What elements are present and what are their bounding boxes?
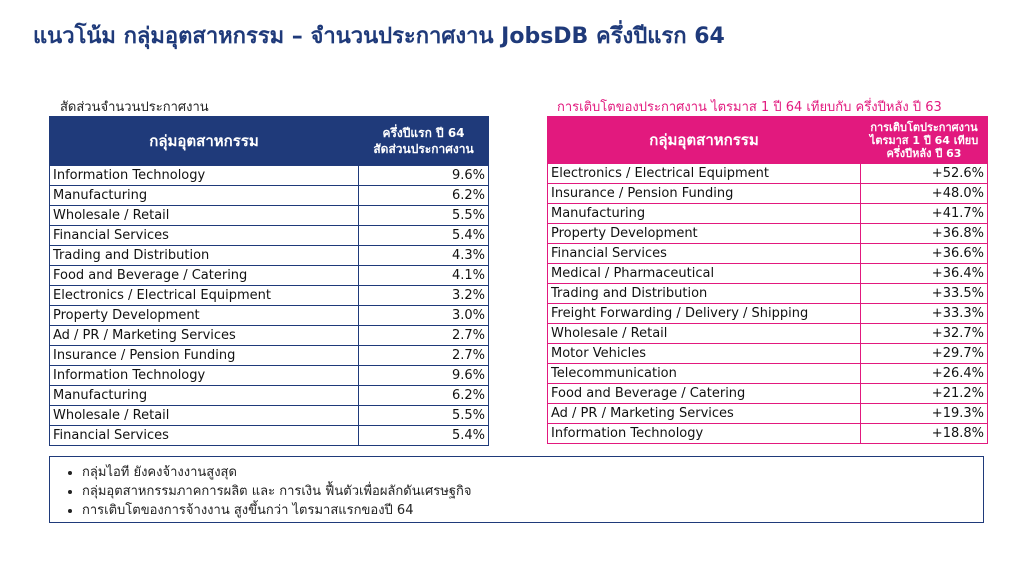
value-cell: 5.5% [359, 206, 489, 226]
value-cell: +33.5% [861, 284, 988, 304]
table-row [548, 244, 988, 264]
table-row [50, 366, 489, 386]
header-industry-group: กลุ่มอุตสาหกรรม [50, 117, 359, 166]
header-line: ครึ่งปีแรก ปี 64 [382, 126, 465, 140]
value-cell: 6.2% [359, 386, 489, 406]
table-row [50, 266, 489, 286]
value-cell: +41.7% [861, 204, 988, 224]
table-row [548, 384, 988, 404]
table-row [548, 164, 988, 184]
value-cell: 5.5% [359, 406, 489, 426]
value-cell: +48.0% [861, 184, 988, 204]
industry-name-cell: Trading and Distribution [50, 246, 359, 266]
industry-name-cell: Property Development [50, 306, 359, 326]
industry-name-cell: Property Development [548, 224, 861, 244]
table-row [548, 304, 988, 324]
value-cell: 3.2% [359, 286, 489, 306]
value-cell: +29.7% [861, 344, 988, 364]
industry-name-cell: Ad / PR / Marketing Services [50, 326, 359, 346]
table-header-row [548, 117, 988, 164]
value-cell: +21.2% [861, 384, 988, 404]
table-row [50, 346, 489, 366]
right-table-caption: การเติบโตของประกาศงาน ไตรมาส 1 ปี 64 เทียบกับ ครึ่งปีหลัง ปี 63 [557, 100, 942, 115]
summary-notes-box [49, 456, 984, 523]
table-row [548, 424, 988, 444]
header-line: การเติบโตประกาศงาน [870, 120, 978, 134]
job-share-table [49, 116, 489, 446]
value-cell: 4.3% [359, 246, 489, 266]
value-cell: 9.6% [359, 366, 489, 386]
table-row [548, 264, 988, 284]
value-cell: 3.0% [359, 306, 489, 326]
industry-name-cell: Manufacturing [548, 204, 861, 224]
industry-name-cell: Manufacturing [50, 386, 359, 406]
industry-name-cell: Telecommunication [548, 364, 861, 384]
value-cell: 5.4% [359, 226, 489, 246]
industry-name-cell: Manufacturing [50, 186, 359, 206]
table-row [548, 404, 988, 424]
value-cell: +36.4% [861, 264, 988, 284]
industry-name-cell: Insurance / Pension Funding [548, 184, 861, 204]
industry-name-cell: Wholesale / Retail [548, 324, 861, 344]
table-row [50, 246, 489, 266]
table-row [50, 406, 489, 426]
summary-note: • การเติบโตของการจ้างงาน สูงขึ้นกว่า ไตรมาสแรกของปี 64 [82, 501, 983, 520]
industry-name-cell: Electronics / Electrical Equipment [548, 164, 861, 184]
value-cell: +18.8% [861, 424, 988, 444]
value-cell: +19.3% [861, 404, 988, 424]
table-header-row [50, 117, 489, 166]
value-cell: 4.1% [359, 266, 489, 286]
value-cell: +26.4% [861, 364, 988, 384]
industry-name-cell: Motor Vehicles [548, 344, 861, 364]
value-cell: 5.4% [359, 426, 489, 446]
industry-name-cell: Information Technology [548, 424, 861, 444]
industry-name-cell: Ad / PR / Marketing Services [548, 404, 861, 424]
industry-name-cell: Food and Beverage / Catering [548, 384, 861, 404]
industry-name-cell: Freight Forwarding / Delivery / Shipping [548, 304, 861, 324]
value-cell: +36.8% [861, 224, 988, 244]
summary-note: • กลุ่มไอที ยังคงจ้างงานสูงสุด [82, 463, 983, 482]
table-row [50, 306, 489, 326]
value-cell: 2.7% [359, 326, 489, 346]
value-cell: +52.6% [861, 164, 988, 184]
header-growth-value [861, 117, 988, 164]
table-row [50, 226, 489, 246]
value-cell: 6.2% [359, 186, 489, 206]
value-cell: +36.6% [861, 244, 988, 264]
table-row [548, 284, 988, 304]
industry-name-cell: Wholesale / Retail [50, 206, 359, 226]
value-cell: +32.7% [861, 324, 988, 344]
table-row [548, 204, 988, 224]
value-cell: 2.7% [359, 346, 489, 366]
industry-name-cell: Medical / Pharmaceutical [548, 264, 861, 284]
industry-name-cell: Insurance / Pension Funding [50, 346, 359, 366]
table-row [50, 326, 489, 346]
header-industry-group: กลุ่มอุตสาหกรรม [548, 117, 861, 164]
table-row [50, 386, 489, 406]
industry-name-cell: Financial Services [548, 244, 861, 264]
table-row [548, 324, 988, 344]
table-row [548, 344, 988, 364]
industry-name-cell: Food and Beverage / Catering [50, 266, 359, 286]
industry-name-cell: Information Technology [50, 166, 359, 186]
table-row [50, 206, 489, 226]
job-growth-table [547, 116, 988, 444]
header-line: ครึ่งปีหลัง ปี 63 [886, 146, 962, 160]
industry-name-cell: Information Technology [50, 366, 359, 386]
table-row [50, 426, 489, 446]
table-row [50, 286, 489, 306]
header-line: สัดส่วนประกาศงาน [373, 142, 474, 156]
table-row [548, 224, 988, 244]
table-row [50, 166, 489, 186]
table-row [548, 364, 988, 384]
summary-note: • กลุ่มอุตสาหกรรมภาคการผลิต และ การเงิน ฟื้นตัวเพื่อผลักดันเศรษฐกิจ [82, 482, 983, 501]
industry-name-cell: Financial Services [50, 226, 359, 246]
industry-name-cell: Financial Services [50, 426, 359, 446]
value-cell: 9.6% [359, 166, 489, 186]
industry-name-cell: Trading and Distribution [548, 284, 861, 304]
table-row [548, 184, 988, 204]
header-line: ไตรมาส 1 ปี 64 เทียบ [869, 133, 979, 147]
table-row [50, 186, 489, 206]
page-title: แนวโน้ม กลุ่มอุตสาหกรรม – จำนวนประกาศงาน JobsDB ครึ่งปีแรก 64 [33, 24, 725, 49]
summary-notes-list [50, 463, 983, 520]
left-table-caption: สัดส่วนจำนวนประกาศงาน [60, 100, 209, 115]
industry-name-cell: Wholesale / Retail [50, 406, 359, 426]
value-cell: +33.3% [861, 304, 988, 324]
header-share-value [359, 117, 489, 166]
industry-name-cell: Electronics / Electrical Equipment [50, 286, 359, 306]
